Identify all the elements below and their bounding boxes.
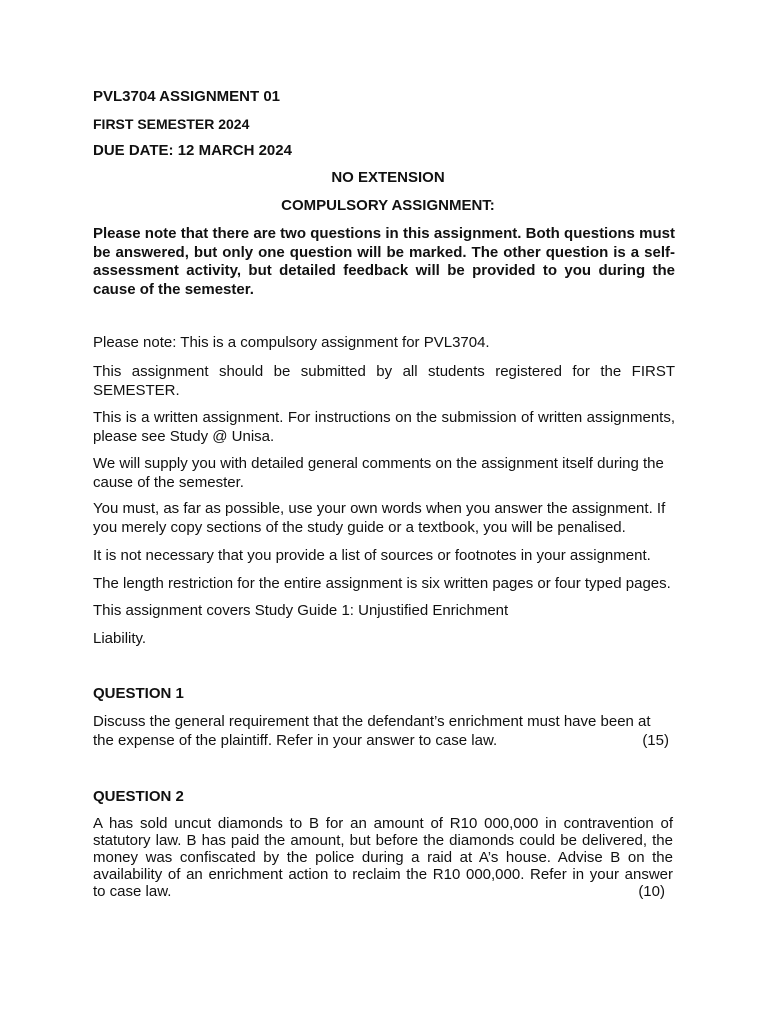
question-1-line-2: the expense of the plaintiff. Refer in your answer to case law.	[93, 731, 498, 749]
question-2-text	[93, 815, 673, 900]
question-2-last-row	[93, 883, 673, 900]
instruction-comments: We will supply you with detailed general comments on the assignment itself during the cause of the semester.	[93, 455, 664, 491]
instruction-sources: It is not necessary that you provide a list of sources or footnotes in your assignment.	[93, 547, 651, 564]
question-2-body: A has sold uncut diamonds to B for an amount of R10 000,000 in contravention of statutory law. B has paid the amount, but before the diamonds could be delivered, the money was confiscated by the police during a raid at A’s house. Advise B on the availability of an enrichment action to reclaim the R10 000,000. Refer in your answer	[93, 815, 673, 883]
question-1-text	[93, 713, 669, 750]
instruction-own-words: You must, as far as possible, use your own words when you answer the assignment. If you merely copy sections of the study guide or a textbook, you will be penalised.	[93, 500, 666, 536]
question-2-last-line: to case law.	[93, 883, 172, 900]
question-1-title: QUESTION 1	[93, 685, 184, 702]
question-1-line-2-row	[93, 732, 669, 751]
no-extension-heading: NO EXTENSION	[331, 169, 445, 186]
question-1-line-1: Discuss the general requirement that the defendant’s enrichment must have been at	[93, 713, 651, 730]
instruction-length: The length restriction for the entire assignment is six written pages or four typed pages.	[93, 575, 671, 592]
instruction-liability: Liability.	[93, 630, 147, 647]
semester-heading: FIRST SEMESTER 2024	[93, 116, 250, 132]
instruction-submission: This assignment should be submitted by all students registered for the FIRST SEMESTER.	[93, 363, 675, 399]
question-2-title: QUESTION 2	[93, 788, 184, 805]
question-1-marks: (15)	[642, 731, 669, 749]
question-2-marks: (10)	[638, 883, 665, 900]
instruction-written: This is a written assignment. For instructions on the submission of written assignments, please see Study @ Unisa.	[93, 409, 675, 445]
compulsory-heading: COMPULSORY ASSIGNMENT:	[281, 197, 495, 214]
course-heading: PVL3704 ASSIGNMENT 01	[93, 88, 281, 105]
notice-paragraph: Please note that there are two questions in this assignment. Both questions must be answered, but only one question will be marked. The other question is a self-assessment activity, but detailed feedback will be provided to you during the cause of the semester.	[93, 225, 675, 298]
instruction-study-guide: This assignment covers Study Guide 1: Unjustified Enrichment	[93, 602, 509, 619]
instruction-compulsory: Please note: This is a compulsory assignment for PVL3704.	[93, 334, 490, 351]
due-date-heading: DUE DATE: 12 MARCH 2024	[93, 142, 292, 159]
